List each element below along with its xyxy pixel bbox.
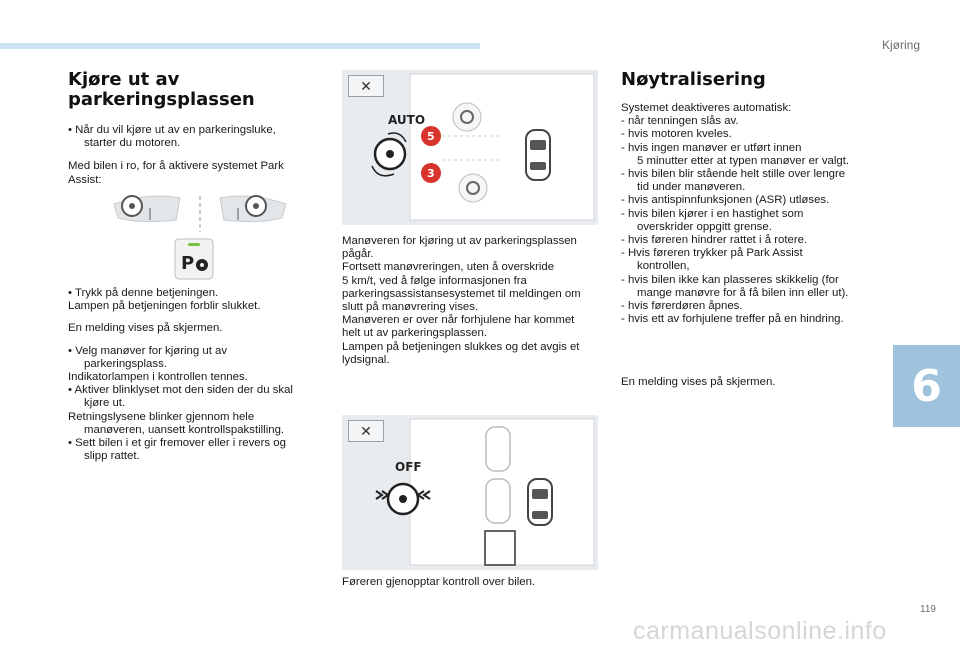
para-message: En melding vises på skjermen. <box>68 322 223 335</box>
right-column <box>621 70 881 326</box>
parked-car-icon <box>486 427 510 471</box>
list-item-line1: - hvis motoren kveles. <box>621 128 732 141</box>
right-message-text: En melding vises på skjermen. <box>621 376 776 388</box>
left-heading-line1: Kjøre ut av <box>68 69 180 90</box>
steering-mirror-svg <box>110 190 290 236</box>
left-column-lower <box>68 287 328 463</box>
list-item-line1: - hvis førerdøren åpnes. <box>621 300 743 313</box>
park-assist-button[interactable] <box>174 238 214 280</box>
bullet-start-engine <box>68 124 328 150</box>
bullet-indicator-line2: kjøre ut. <box>84 397 126 410</box>
para-activate-line2: Assist: <box>68 173 102 186</box>
list-item <box>621 142 881 168</box>
caption-1-line: Fortsett manøvreringen, uten å overskride <box>342 261 555 274</box>
bullet-gear-line1: • Sett bilen i et gir fremover eller i revers og <box>68 437 286 450</box>
bullet-select-maneuver-line2: parkeringsplass. <box>84 357 167 370</box>
wheel-hint-top <box>453 103 481 131</box>
right-message <box>621 376 881 389</box>
maneuver-screen-svg <box>342 70 598 225</box>
bullet-start-engine-line1: • Når du vil kjøre ut av en parkeringsluke, <box>68 124 276 136</box>
bullet-start-engine-line2: starter du motoren. <box>84 137 181 150</box>
caption-1-line: Manøveren er over når forhjulene har kommet <box>342 314 575 327</box>
caption-1-line: parkeringsassistansesystemet til meldingen om <box>342 287 581 300</box>
maneuver-screen-figure <box>342 70 598 225</box>
step-3-label: 3 <box>427 167 435 180</box>
chapter-number: 6 <box>911 360 942 412</box>
list-item-line1: - hvis antispinnfunksjonen (ASR) utløses. <box>621 194 830 207</box>
list-item <box>621 247 881 273</box>
watermark: carmanualsonline.info <box>633 617 887 645</box>
chapter-tab <box>893 345 960 427</box>
control-returned-figure <box>342 415 598 570</box>
para-activate-line1: Med bilen i ro, for å aktivere systemet Park <box>68 160 284 173</box>
list-item <box>621 194 881 207</box>
close-icon: ✕ <box>360 422 372 439</box>
bullet-press-button: • Trykk på denne betjeningen. <box>68 287 219 299</box>
list-item <box>621 168 881 194</box>
list-item-line2: tid under manøveren. <box>637 181 746 194</box>
indicator-lamp-icon <box>188 243 200 246</box>
header-accent-bar <box>0 43 480 49</box>
line-indicator: Indikatorlampen i kontrollen tennes. <box>68 371 248 384</box>
list-item-line1: - hvis bilen blir stående helt stille over lengre <box>621 168 846 181</box>
page-number: 119 <box>920 604 936 615</box>
line-signals-2: manøveren, uansett kontrollspakstilling. <box>84 423 285 436</box>
caption-1-line: Manøveren for kjøring ut av parkeringsplassen <box>342 235 577 247</box>
bullet-indicator-line1: • Aktiver blinklyset mot den siden der du skal <box>68 384 293 397</box>
caption-1-line: slutt på manøvrering vises. <box>342 301 479 314</box>
list-item-line2: overskrider oppgitt grense. <box>637 220 772 233</box>
caption-2 <box>342 576 602 589</box>
chevron-right-icon <box>376 491 388 499</box>
caption-1-line: helt ut av parkeringsplassen. <box>342 327 487 340</box>
park-assist-button-svg <box>174 238 214 280</box>
caption-1-line: 5 km/t, ved å følge informasjonen fra <box>342 274 527 287</box>
list-item-line1: - hvis ett av forhjulene treffer på en hindring. <box>621 313 844 326</box>
list-item <box>621 313 881 326</box>
list-item <box>621 208 881 234</box>
list-item-line1: - hvis bilen kjører i en hastighet som <box>621 207 804 220</box>
list-item <box>621 115 881 128</box>
list-item-line2: kontrollen, <box>637 260 690 273</box>
control-returned-svg <box>342 415 598 570</box>
auto-label: AUTO <box>388 113 426 127</box>
caption-1 <box>342 235 602 367</box>
intro-line: Systemet deaktiveres automatisk: <box>621 102 792 114</box>
section-label: Kjøring <box>881 38 920 52</box>
list-item <box>621 128 881 141</box>
bullet-select-maneuver-line1: • Velg manøver for kjøring ut av <box>68 344 228 357</box>
list-item <box>621 300 881 313</box>
caption-2-text: Føreren gjenopptar kontroll over bilen. <box>342 576 536 588</box>
caption-1-line: pågår. <box>342 248 374 261</box>
step-5-label: 5 <box>427 130 435 143</box>
deactivation-list <box>621 115 881 326</box>
steering-mirror-illustration <box>110 190 290 236</box>
list-item-line1: - Hvis føreren trykker på Park Assist <box>621 247 803 260</box>
list-item-line1: - når tenningen slås av. <box>621 115 739 128</box>
list-item-line1: - hvis føreren hindrer rattet i å rotere. <box>621 234 808 247</box>
line-signals-1: Retningslysene blinker gjennom hele <box>68 410 255 423</box>
list-item-line1: - hvis ingen manøver er utført innen <box>621 141 802 154</box>
wheel-hint-bottom <box>459 174 487 202</box>
list-item-line2: 5 minutter etter at typen manøver er valgt. <box>637 154 850 167</box>
park-p-label: P <box>181 253 195 274</box>
car-top-icon <box>526 130 550 180</box>
caption-1-line: lydsignal. <box>342 353 390 366</box>
left-column <box>68 70 328 187</box>
close-icon: ✕ <box>360 77 372 94</box>
bullet-gear-line2: slipp rattet. <box>84 450 140 463</box>
right-heading: Nøytralisering <box>621 69 766 90</box>
list-item <box>621 274 881 300</box>
list-item-line2: mange manøvre for å få bilen inn eller ut). <box>637 286 849 299</box>
list-item-line1: - hvis bilen ikke kan plasseres skikkelig (for <box>621 273 839 286</box>
parked-car-icon <box>486 479 510 523</box>
off-label: OFF <box>395 460 422 474</box>
caption-1-line: Lampen på betjeningen slukkes og det avgis et <box>342 340 580 353</box>
list-item <box>621 234 881 247</box>
para-activate <box>68 160 328 186</box>
left-heading-line2: parkeringsplassen <box>68 89 255 110</box>
line-lamp: Lampen på betjeningen forblir slukket. <box>68 300 261 313</box>
